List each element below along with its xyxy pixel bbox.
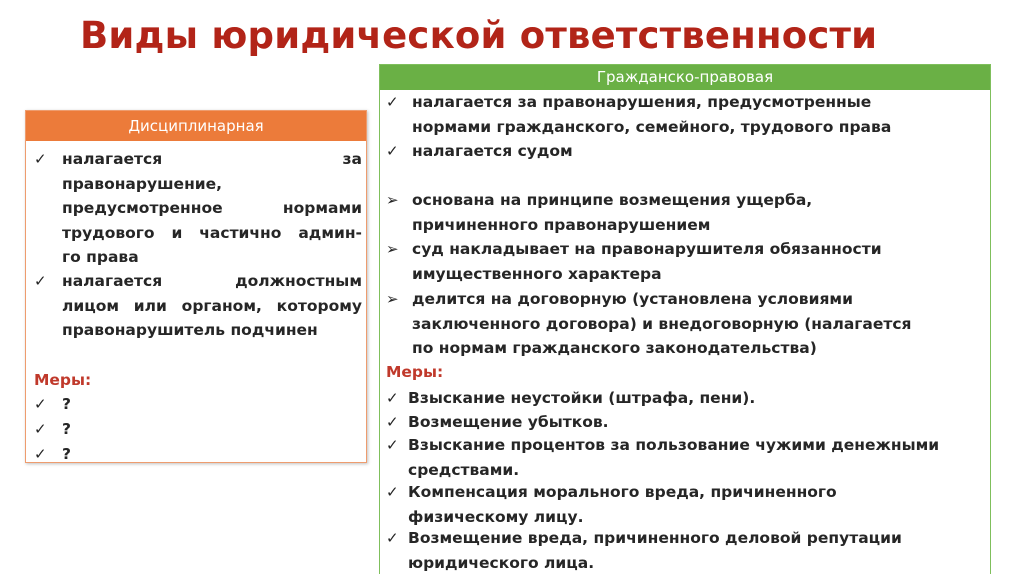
- measure-text: ?: [62, 420, 71, 438]
- text-line: трудового и частично админ-: [62, 221, 362, 246]
- text-line: заключенного договора) и внедоговорную (налагается: [412, 312, 911, 337]
- measure-item: [34, 442, 71, 467]
- civil-measure-4: [386, 480, 837, 529]
- disciplinary-item-1: [34, 147, 362, 270]
- text-line: физическому лицу.: [408, 505, 837, 530]
- text-line: Компенсация морального вреда, причиненного: [408, 480, 837, 505]
- text-line: Возмещение вреда, причиненного деловой репутации: [408, 526, 902, 551]
- check-icon: ✓: [386, 386, 399, 411]
- arrow-bullet-icon: ➢: [386, 287, 399, 312]
- arrow-bullet-icon: ➢: [386, 188, 399, 213]
- text-line: налагается судом: [412, 139, 573, 164]
- text-line: суд накладывает на правонарушителя обязанности: [412, 237, 882, 262]
- measure-text: ?: [62, 445, 71, 463]
- civil-item-5: [386, 287, 911, 361]
- civil-header: Гражданско-правовая: [380, 65, 990, 90]
- civil-measure-3: [386, 433, 939, 482]
- text-line: делится на договорную (установлена условиями: [412, 287, 911, 312]
- text-line: средствами.: [408, 458, 939, 483]
- civil-item-1: [386, 90, 891, 139]
- text-line: основана на принципе возмещения ущерба,: [412, 188, 812, 213]
- civil-measure-1: [386, 386, 755, 411]
- text-line: налагается за правонарушения, предусмотренные: [412, 90, 891, 115]
- check-icon: ✓: [34, 269, 47, 294]
- text-line: по нормам гражданского законодательства): [412, 336, 911, 361]
- disciplinary-item-2: [34, 269, 362, 343]
- text-line: лицом или органом, которому: [62, 294, 362, 319]
- text-line: налагается за: [62, 147, 362, 172]
- check-icon: ✓: [386, 90, 399, 115]
- page-title: Виды юридической ответственности: [80, 14, 877, 57]
- civil-measure-5: [386, 526, 902, 575]
- civil-item-3: [386, 188, 812, 237]
- civil-card: [379, 64, 991, 574]
- check-icon: ✓: [386, 139, 399, 164]
- measure-item: [34, 392, 71, 417]
- text-line: Возмещение убытков.: [408, 410, 609, 435]
- check-icon: ✓: [386, 480, 399, 505]
- check-icon: ✓: [386, 410, 399, 435]
- text-line: правонарушение,: [62, 172, 362, 197]
- text-line: юридического лица.: [408, 551, 902, 575]
- measure-item: [34, 417, 71, 442]
- text-line: го права: [62, 245, 362, 270]
- civil-item-4: [386, 237, 882, 286]
- disciplinary-measures-label: Меры:: [34, 371, 91, 389]
- text-line: причиненного правонарушением: [412, 213, 812, 238]
- check-icon: ✓: [34, 147, 47, 172]
- civil-measure-2: [386, 410, 609, 435]
- civil-item-2: [386, 139, 573, 164]
- text-line: правонарушитель подчинен: [62, 318, 362, 343]
- text-line: Взыскание процентов за пользование чужими денежными: [408, 433, 939, 458]
- check-icon: ✓: [34, 417, 47, 442]
- text-line: нормами гражданского, семейного, трудового права: [412, 115, 891, 140]
- disciplinary-header: Дисциплинарная: [26, 111, 366, 141]
- civil-measures-label: Меры:: [386, 363, 443, 381]
- disciplinary-card: [25, 110, 367, 463]
- check-icon: ✓: [34, 442, 47, 467]
- check-icon: ✓: [34, 392, 47, 417]
- check-icon: ✓: [386, 526, 399, 551]
- text-line: имущественного характера: [412, 262, 882, 287]
- arrow-bullet-icon: ➢: [386, 237, 399, 262]
- measure-text: ?: [62, 395, 71, 413]
- text-line: Взыскание неустойки (штрафа, пени).: [408, 386, 755, 411]
- check-icon: ✓: [386, 433, 399, 458]
- text-line: налагается должностным: [62, 269, 362, 294]
- text-line: предусмотренное нормами: [62, 196, 362, 221]
